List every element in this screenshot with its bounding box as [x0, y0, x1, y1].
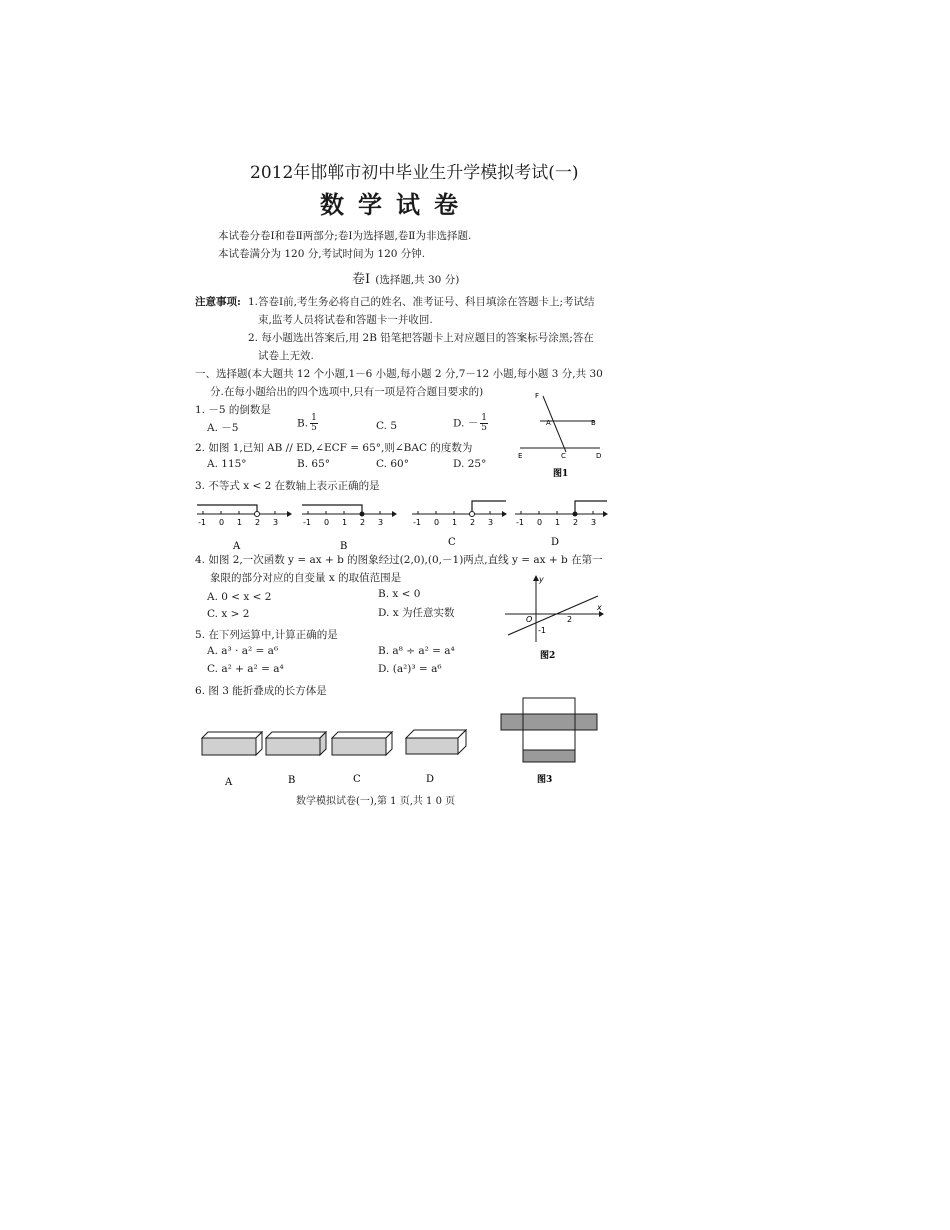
cuboid-c-front: [332, 738, 386, 755]
numberline-b: [300, 496, 400, 552]
cuboid-d-label: D: [426, 774, 435, 785]
notes-item-2a: 2. 每小题选出答案后,用 2B 铅笔把答题卡上对应题目的答案标号涂黑;答在: [248, 332, 594, 344]
numberline-d-tick-label: 0: [537, 518, 543, 527]
notes-item-2b: 试卷上无效.: [258, 350, 314, 362]
numberline-a-arrow: [287, 511, 292, 517]
numberline-a-tick-label: 3: [273, 518, 279, 527]
numberline-a-tick-label: 2: [255, 518, 261, 527]
fig1-label-e: E: [518, 452, 523, 460]
fig1-label-b: B: [591, 419, 596, 427]
cuboid-b-label: B: [288, 775, 296, 786]
q1-option-c: C. 5: [376, 420, 398, 432]
numberline-b-tick-label: 0: [324, 518, 330, 527]
q1-d-numerator: 1: [481, 413, 487, 423]
numberline-a-tick-label: 0: [219, 518, 225, 527]
numberline-c-ray: [472, 501, 506, 514]
cuboid-d-front: [406, 738, 458, 754]
numberline-b-solid-dot: [360, 512, 365, 517]
section-heading: [352, 268, 459, 287]
numberline-a-tick-label: 1: [237, 518, 243, 527]
numberline-d-tick-label: 3: [591, 518, 597, 527]
fig3-center-face: [523, 714, 575, 730]
numberline-d-ray: [575, 501, 607, 514]
numberline-d-tick-label: 2: [573, 518, 579, 527]
cuboid-a-label: A: [225, 777, 233, 788]
numberline-c-tick-label: 0: [434, 518, 440, 527]
numberline-b-tick-label: 1: [342, 518, 348, 527]
numberline-c-tick-label: 1: [452, 518, 458, 527]
numberline-d-tick-label: -1: [516, 518, 524, 527]
q5-option-c: C. a² + a² = a⁴: [207, 663, 284, 675]
notes-item-1a: 1.答卷Ⅰ前,考生务必将自己的姓名、准考证号、科目填涂在答题卡上;考试结: [248, 296, 595, 308]
q3-stem: 3. 不等式 x < 2 在数轴上表示正确的是: [195, 480, 380, 492]
cuboid-c-top: [332, 732, 392, 738]
fig3-caption: 图3: [537, 775, 553, 785]
q1-b-numerator: 1: [311, 413, 317, 423]
figure-3-net: [495, 692, 605, 792]
q5-option-b: B. a⁸ ÷ a² = a⁴: [378, 645, 455, 657]
q2-option-b: B. 65°: [297, 458, 331, 470]
fig3-lower-face: [523, 750, 575, 762]
fig3-left-face: [501, 714, 523, 730]
q1-option-a: A. －5: [207, 422, 239, 434]
q1-option-b-fraction: [310, 414, 318, 433]
numberline-a-ray: [197, 505, 257, 514]
fig2-two-label: 2: [567, 615, 573, 624]
numberline-a: [195, 496, 295, 552]
q1-option-b: [297, 414, 318, 433]
q1-b-denominator: 5: [311, 423, 317, 433]
q5-stem: 5. 在下列运算中,计算正确的是: [195, 629, 338, 641]
q6-stem: 6. 图 3 能折叠成的长方体是: [195, 685, 327, 697]
fig1-label-d: D: [596, 452, 602, 460]
q4-option-c: C. x > 2: [207, 608, 250, 620]
cuboid-d: [402, 726, 470, 790]
fig2-origin-label: O: [526, 615, 533, 624]
q2-option-c: C. 60°: [376, 458, 409, 470]
cuboid-b-front: [266, 738, 320, 755]
q4-option-a: A. 0 < x < 2: [207, 591, 272, 603]
numberline-d-arrow: [603, 511, 608, 517]
numberline-c-tick-label: 2: [470, 518, 476, 527]
numberline-d: [513, 496, 613, 552]
numberline-b-arrow: [392, 511, 397, 517]
numberline-b-tick-label: -1: [303, 518, 311, 527]
cuboid-a: [198, 728, 266, 792]
numberline-d-solid-dot: [573, 512, 578, 517]
numberline-a-open-dot: [255, 512, 260, 517]
q4-stem-b: 象限的部分对应的自变量 x 的取值范围是: [210, 572, 402, 584]
q2-option-d: D. 25°: [453, 458, 487, 470]
part1-heading-a: 一、选择题(本大题共 12 个小题,1－6 小题,每小题 2 分,7－12 小题,每小题 3 分,共 30: [195, 368, 603, 380]
figure-2: [503, 572, 608, 664]
q5-option-d: D. (a²)³ = a⁶: [378, 663, 442, 675]
q2-option-a: A. 115°: [207, 458, 247, 470]
q1-option-d: [453, 414, 488, 433]
fig2-minus-one-label: -1: [538, 626, 546, 635]
numberline-c-open-dot: [470, 512, 475, 517]
numberline-c: [410, 496, 510, 552]
numberline-c-arrow: [502, 511, 507, 517]
fig2-caption: 图2: [540, 651, 556, 661]
fig3-top-face: [523, 698, 575, 714]
numberline-c-label: C: [448, 537, 456, 548]
cuboid-b-top: [266, 732, 326, 738]
page-footer: 数学模拟试卷(一),第 1 页,共 1 0 页: [296, 796, 456, 807]
section-title: 卷Ⅰ: [352, 272, 371, 287]
section-title-note: (选择题,共 30 分): [375, 274, 460, 286]
notes-label: 注意事项:: [195, 296, 241, 308]
q4-option-d: D. x 为任意实数: [378, 607, 455, 619]
exam-title: 2012年邯郸市初中毕业生升学模拟考试(一): [250, 163, 579, 183]
numberline-b-tick-label: 2: [360, 518, 366, 527]
fig1-label-f: F: [535, 392, 540, 400]
cuboid-c-label: C: [353, 774, 361, 785]
q1-stem: 1. －5 的倒数是: [195, 404, 271, 416]
cuboid-a-top: [202, 732, 262, 738]
numberline-b-label: B: [340, 541, 348, 552]
figure-1: [510, 390, 610, 480]
numberline-a-label: A: [233, 541, 241, 552]
numberline-b-tick-label: 3: [378, 518, 384, 527]
q5-option-a: A. a³ · a² = a⁶: [207, 645, 279, 657]
q2-stem: 2. 如图 1,已知 AB // ED,∠ECF = 65°,则∠BAC 的度数为: [195, 442, 473, 454]
q4-stem-a: 4. 如图 2,一次函数 y = ax + b 的图象经过(2,0),(0,－1)两点,直线 y = ax + b 在第一: [195, 554, 603, 566]
fig1-label-a: A: [546, 419, 551, 427]
q1-d-denominator: 5: [481, 423, 487, 433]
q1-option-b-label: B.: [297, 417, 309, 430]
intro-line-2: 本试卷满分为 120 分,考试时间为 120 分钟.: [218, 248, 426, 260]
numberline-a-tick-label: -1: [198, 518, 206, 527]
numberline-d-label: D: [551, 537, 560, 548]
fig1-label-c: C: [561, 452, 566, 460]
numberline-d-tick-label: 1: [555, 518, 561, 527]
fig3-right-face: [575, 714, 597, 730]
fig3-middle-face: [523, 730, 575, 750]
exam-subject: 数学试卷: [320, 190, 472, 219]
cuboid-b: [262, 728, 330, 792]
q1-option-d-label: D. －: [453, 417, 479, 430]
q1-option-d-fraction: [480, 414, 488, 433]
fig2-y-label: y: [539, 575, 544, 584]
numberline-c-tick-label: -1: [413, 518, 421, 527]
cuboid-c: [328, 728, 396, 792]
q4-option-b: B. x < 0: [378, 588, 421, 600]
part1-heading-b: 分.在每小题给出的四个选项中,只有一项是符合题目要求的): [210, 386, 484, 398]
numberline-c-tick-label: 3: [488, 518, 494, 527]
fig2-x-label: x: [597, 603, 602, 612]
intro-line-1: 本试卷分卷Ⅰ和卷Ⅱ两部分;卷Ⅰ为选择题,卷Ⅱ为非选择题.: [218, 230, 472, 242]
fig2-function-line: [508, 596, 598, 635]
cuboid-d-top: [406, 730, 466, 738]
fig1-caption: 图1: [553, 469, 569, 479]
numberline-b-ray: [302, 505, 362, 514]
cuboid-a-front: [202, 738, 256, 755]
notes-item-1b: 束,监考人员将试卷和答题卡一并收回.: [258, 314, 433, 326]
